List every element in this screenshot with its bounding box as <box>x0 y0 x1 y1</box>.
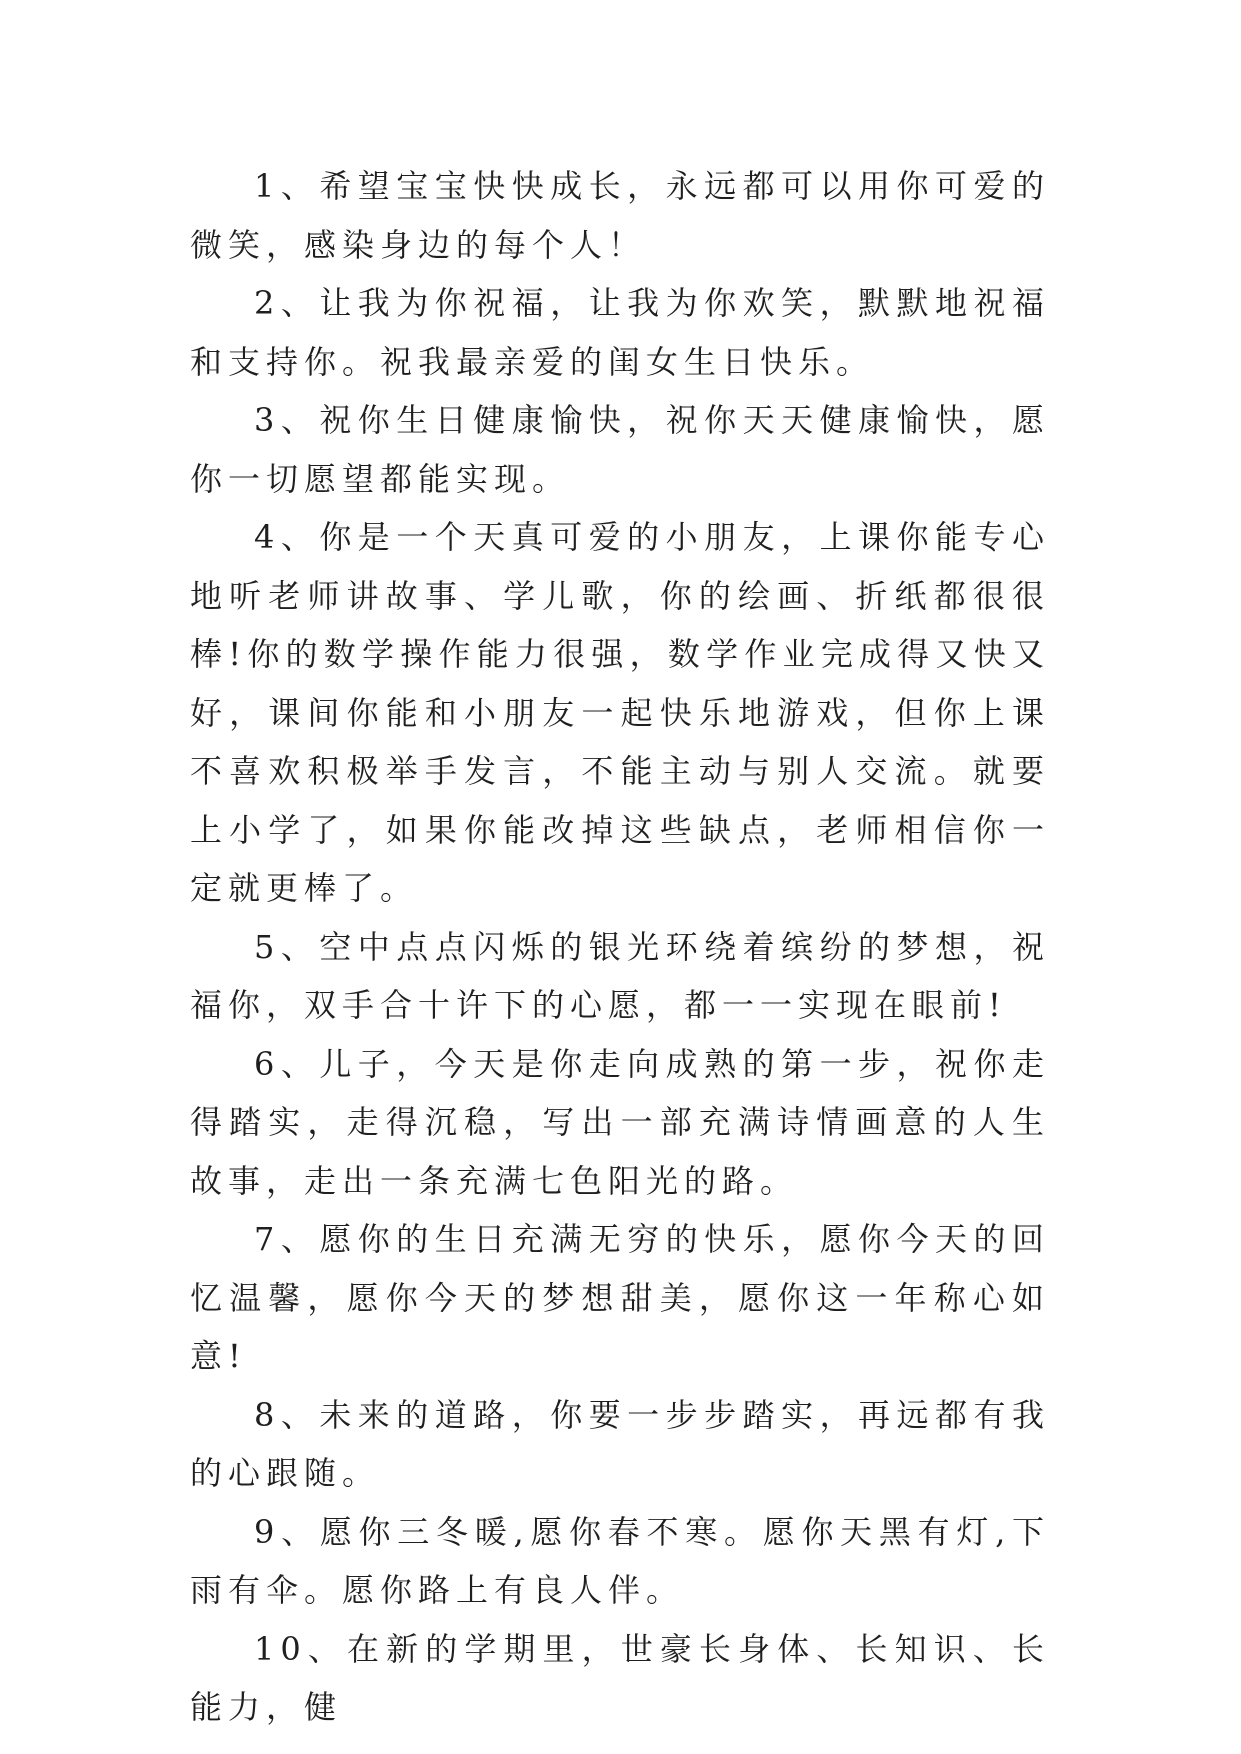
paragraph-5: 5、空中点点闪烁的银光环绕着缤纷的梦想，祝福你，双手合十许下的心愿，都一一实现在眼前! <box>190 927 1050 1024</box>
paragraph-10: 10、在新的学期里，世豪长身体、长知识、长能力，健 <box>190 1629 1050 1726</box>
paragraph-7: 7、愿你的生日充满无穷的快乐，愿你今天的回忆温馨，愿你今天的梦想甜美，愿你这一年称心如意! <box>190 1220 1050 1375</box>
paragraph-8: 8、未来的道路，你要一步步踏实，再远都有我的心跟随。 <box>190 1395 1050 1492</box>
document-body <box>190 157 1050 1737</box>
paragraph-4: 4、你是一个天真可爱的小朋友，上课你能专心地听老师讲故事、学儿歌，你的绘画、折纸都很很棒!你的数学操作能力很强，数学作业完成得又快又好，课间你能和小朋友一起快乐地游戏，但你上课不喜欢积极举手发言，不能主动与别人交流。就要上小学了，如果你能改掉这些缺点，老师相信你一定就更棒了。 <box>190 518 1050 907</box>
paragraph-1: 1、希望宝宝快快成长，永远都可以用你可爱的微笑，感染身边的每个人！ <box>190 167 1050 264</box>
paragraph-2: 2、让我为你祝福，让我为你欢笑，默默地祝福和支持你。祝我最亲爱的闺女生日快乐。 <box>190 284 1050 381</box>
paragraph-9: 9、愿你三冬暖,愿你春不寒。愿你天黑有灯,下雨有伞。愿你路上有良人伴。 <box>190 1512 1050 1609</box>
paragraph-3: 3、祝你生日健康愉快，祝你天天健康愉快，愿你一切愿望都能实现。 <box>190 401 1050 498</box>
paragraph-6: 6、儿子，今天是你走向成熟的第一步，祝你走得踏实，走得沉稳，写出一部充满诗情画意的人生故事，走出一条充满七色阳光的路。 <box>190 1044 1050 1200</box>
